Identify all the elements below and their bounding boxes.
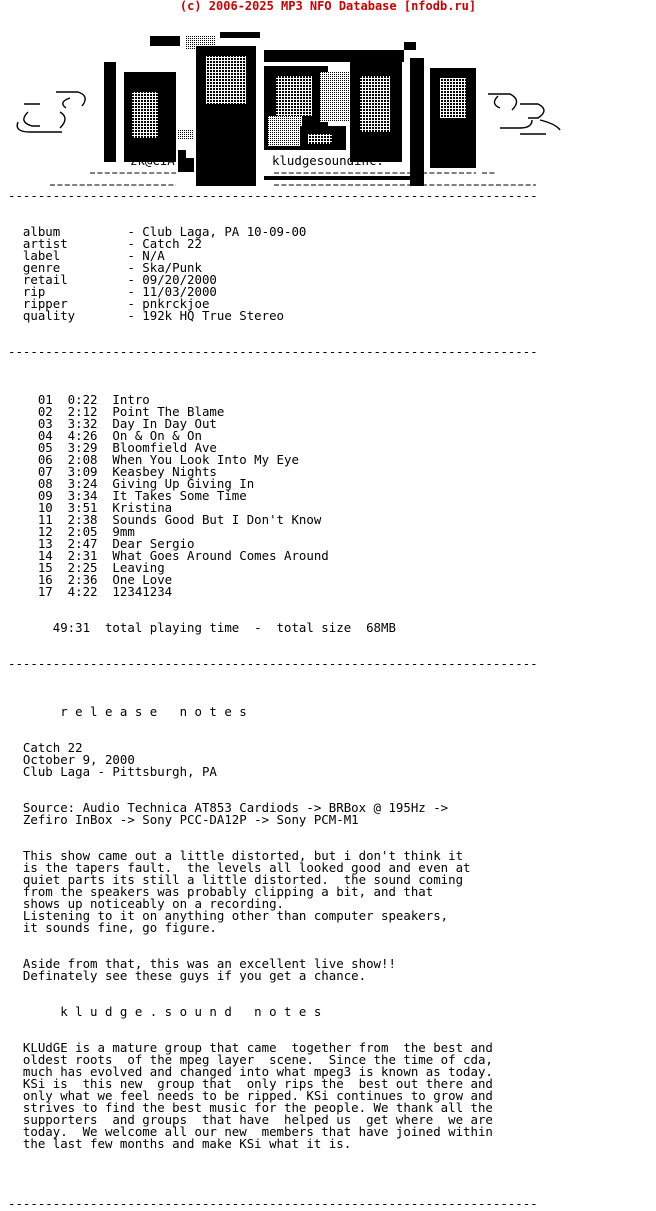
notes-lines: [8, 850, 538, 946]
note-line: it sounds fine, go figure.: [8, 920, 217, 935]
spacer: [8, 1162, 538, 1174]
info-row-retail: retail - 09/20/2000: [8, 272, 217, 287]
release-info: [8, 214, 538, 334]
info-row-artist: artist - Catch 22: [8, 236, 202, 251]
kludge-line: much has evolved and changed into what mpeg3 is known as today.: [8, 1064, 493, 1079]
aside-lines: [8, 958, 538, 994]
header-line: Catch 22: [8, 740, 83, 755]
spacer: [8, 682, 538, 694]
heading-text: r e l e a s e n o t e s: [8, 704, 247, 719]
note-line: from the speakers was probably clipping a bit, and that: [8, 884, 434, 899]
track-row: 05 3:29 Bloomfield Ave: [8, 440, 217, 455]
kludge-notes: [8, 1042, 538, 1174]
kludge-line: only what we feel needs to be ripped. KSi continues to grow and: [8, 1088, 493, 1103]
divider: -----------------------------------------------------------------------: [8, 1196, 538, 1211]
spacer: [8, 598, 538, 610]
kludge-logo-art: [0, 22, 656, 194]
release-header: [8, 742, 538, 790]
release-notes-heading: [8, 682, 538, 730]
note-line: Listening to it on anything other than computer speakers,: [8, 908, 449, 923]
divider: -----------------------------------------------------------------------: [8, 656, 538, 671]
track-row: 12 2:05 9mm: [8, 524, 135, 539]
heading-text: k l u d g e . s o u n d n o t e s: [8, 1004, 322, 1019]
spacer: [8, 826, 538, 838]
note-line: shows up noticeably on a recording.: [8, 896, 285, 911]
spacer: [8, 634, 538, 646]
kludge-line: supporters and groups that have helped us get where we are: [8, 1112, 493, 1127]
track-row: 06 2:08 When You Look Into My Eye: [8, 452, 299, 467]
aside-line: Definately see these guys if you get a chance.: [8, 968, 367, 983]
spacer: [8, 982, 538, 994]
kludge-line: today. We welcome all our new members that have joined within: [8, 1124, 493, 1139]
left-swirl-art: [17, 92, 85, 132]
kludge-line: KSi is this new group that only rips the best out there and: [8, 1076, 493, 1091]
kludge-line: strives to find the best music for the people. We thank all the: [8, 1100, 493, 1115]
track-row: 14 2:31 What Goes Around Comes Around: [8, 548, 329, 563]
track-row: 13 2:47 Dear Sergio: [8, 536, 195, 551]
track-row: 15 2:25 Leaving: [8, 560, 165, 575]
spacer: [8, 322, 538, 334]
kludge-line: the last few months and make KSi what it is.: [8, 1136, 352, 1151]
spacer: [8, 370, 538, 382]
header-line: October 9, 2000: [8, 752, 135, 767]
info-row-label: label - N/A: [8, 248, 165, 263]
note-line: is the tapers fault. the levels all looked good and even at: [8, 860, 471, 875]
source-line: Source: Audio Technica AT853 Cardiods -> BRBox @ 195Hz ->: [8, 800, 449, 815]
site-banner: (c) 2006-2025 MP3 NFO Database [nfodb.ru]: [179, 0, 477, 13]
track-row: 01 0:22 Intro: [8, 392, 150, 407]
track-row: 04 4:26 On & On & On: [8, 428, 202, 443]
tracklist: [8, 370, 538, 610]
track-row: 08 3:24 Giving Up Giving In: [8, 476, 255, 491]
track-row: 09 3:34 It Takes Some Time: [8, 488, 247, 503]
track-row: 07 3:09 Keasbey Nights: [8, 464, 217, 479]
track-row: 10 3:51 Kristina: [8, 500, 173, 515]
info-row-quality: quality - 192k HQ True Stereo: [8, 308, 285, 323]
track-row: 17 4:22 12341234: [8, 584, 173, 599]
divider: -----------------------------------------------------------------------: [8, 344, 538, 359]
note-line: quiet parts its still a little distorted. the sound coming: [8, 872, 464, 887]
kludge-line: oldest roots of the mpeg layer scene. Since the time of cda,: [8, 1052, 493, 1067]
nfo-text: [8, 190, 538, 1210]
logo-left-credit: zk@CIA: [130, 153, 175, 168]
logo-right-credit: kludgesoundinc.: [272, 153, 384, 168]
spacer: [8, 778, 538, 790]
track-row: 11 2:38 Sounds Good But I Don't Know: [8, 512, 322, 527]
note-line: This show came out a little distorted, but i don't think it: [8, 848, 464, 863]
kludge-notes-heading: [8, 1006, 538, 1030]
divider: -----------------------------------------------------------------------: [8, 188, 538, 203]
spacer: [8, 1150, 538, 1162]
info-row-album: album - Club Laga, PA 10-09-00: [8, 224, 307, 239]
kludge-line: KLUdGE is a mature group that came together from the best and: [8, 1040, 493, 1055]
source-line: Zefiro InBox -> Sony PCC-DA12P -> Sony PCM-M1: [8, 812, 359, 827]
spacer: [8, 718, 538, 730]
track-row: 02 2:12 Point The Blame: [8, 404, 225, 419]
spacer: [8, 934, 538, 946]
source-lines: [8, 802, 538, 838]
track-row: 16 2:36 One Love: [8, 572, 173, 587]
info-row-rip: rip - 11/03/2000: [8, 284, 217, 299]
aside-line: Aside from that, this was an excellent live show!!: [8, 956, 396, 971]
info-row-ripper: ripper - pnkrckjoe: [8, 296, 210, 311]
track-row: 03 3:32 Day In Day Out: [8, 416, 217, 431]
spacer: [8, 1018, 538, 1030]
total-text: 49:31 total playing time - total size 68MB: [8, 620, 396, 635]
header-line: Club Laga - Pittsburgh, PA: [8, 764, 217, 779]
info-row-genre: genre - Ska/Punk: [8, 260, 202, 275]
right-swirl-art: [488, 94, 560, 134]
total-line: [8, 622, 538, 646]
